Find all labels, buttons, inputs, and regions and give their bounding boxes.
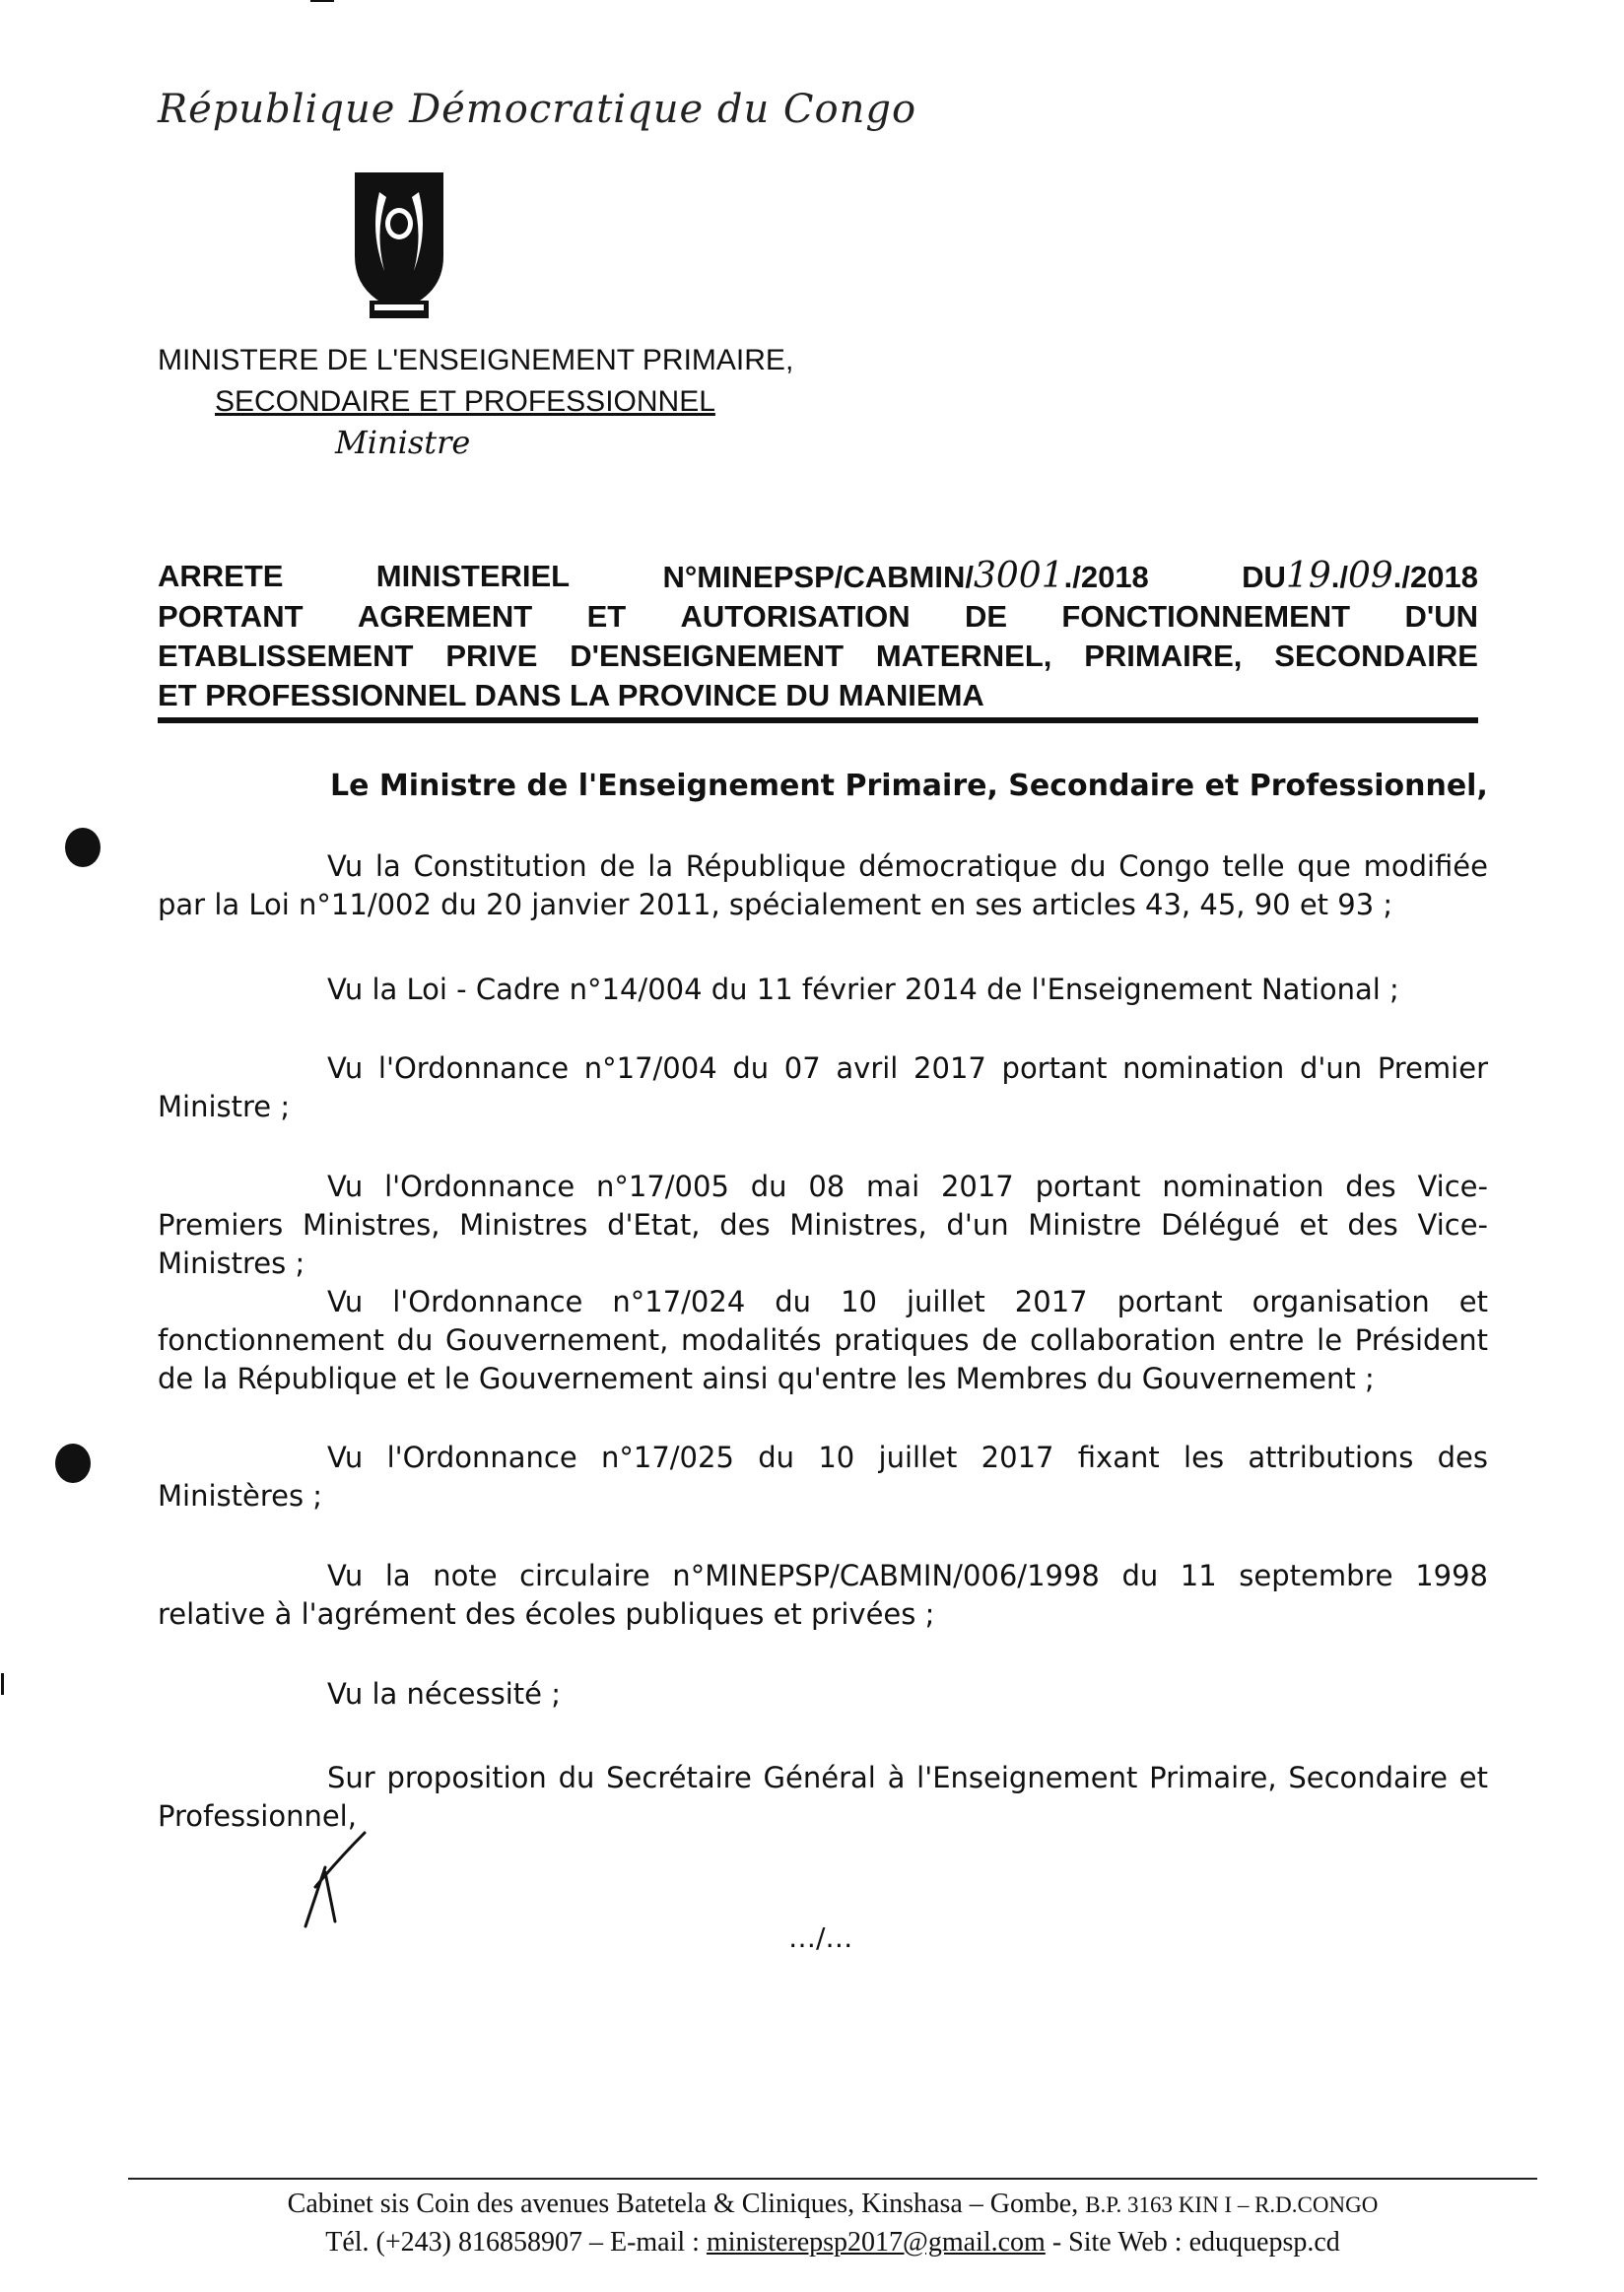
title-line-4: ET PROFESSIONNEL DANS LA PROVINCE DU MANIEMA bbox=[158, 678, 984, 712]
title-word: ET bbox=[586, 599, 627, 634]
title-word: PRIVE bbox=[445, 639, 538, 673]
decree-number: N°MINEPSP/CABMIN/3001./2018 bbox=[662, 556, 1149, 596]
considerant-paragraph: Vu l'Ordonnance n°17/005 du 08 mai 2017 portant nomination des Vice-Premiers Ministres, Ministres d'Etat, des Ministres, d'un Ministre Délégué et des Vice-Ministres ; bbox=[158, 1170, 1488, 1280]
page-continuation: …/… bbox=[788, 1921, 853, 1954]
title-word: AGREMENT bbox=[357, 599, 533, 634]
punch-hole-mark bbox=[65, 828, 101, 867]
minister-heading: Le Ministre de l'Enseignement Primaire, Secondaire et Professionnel, bbox=[330, 769, 1488, 803]
title-line-3 bbox=[158, 637, 1478, 676]
considerant-paragraph: Vu la Loi - Cadre n°14/004 du 11 février 2014 de l'Enseignement National ; bbox=[327, 973, 1399, 1006]
title-word: D'ENSEIGNEMENT bbox=[570, 639, 845, 673]
considerant-paragraph: Sur proposition du Secrétaire Général à l'Enseignement Primaire, Secondaire et Professionnel, bbox=[158, 1761, 1488, 1833]
title-word: D'UN bbox=[1404, 599, 1478, 634]
footer-address: Cabinet sis Coin des avenues Batetela & Cliniques, Kinshasa – Gombe, B.P. 3163 KIN I – R.D.CONGO bbox=[287, 2189, 1379, 2219]
punch-hole-mark bbox=[55, 1444, 91, 1483]
scan-edge-mark bbox=[1, 1673, 4, 1695]
title-word: FONCTIONNEMENT bbox=[1061, 599, 1351, 634]
title-word: AUTORISATION bbox=[680, 599, 911, 634]
ministre-script-label: Ministre bbox=[335, 424, 471, 461]
title-word: DE bbox=[964, 599, 1008, 634]
ministry-line-2: SECONDAIRE ET PROFESSIONNEL bbox=[215, 385, 715, 418]
footer-rule bbox=[128, 2178, 1537, 2180]
considerant-paragraph: Vu l'Ordonnance n°17/004 du 07 avril 2017 portant nomination d'un Premier Ministre ; bbox=[158, 1051, 1488, 1123]
title-word: PORTANT bbox=[158, 599, 304, 634]
title-word: MATERNEL, bbox=[875, 639, 1052, 673]
decree-date: DU19./09./2018 bbox=[1242, 556, 1478, 596]
title-word: ETABLISSEMENT bbox=[158, 639, 414, 673]
email-link[interactable]: ministerepsp2017@gmail.com bbox=[706, 2227, 1046, 2258]
country-name-script: République Démocratique du Congo bbox=[158, 87, 917, 132]
title-line-2 bbox=[158, 597, 1478, 637]
considerant-paragraph: Vu la note circulaire n°MINEPSP/CABMIN/006/1998 du 11 septembre 1998 relative à l'agrément des écoles publiques et privées ; bbox=[158, 1559, 1488, 1631]
title-word: PRIMAIRE, bbox=[1084, 639, 1243, 673]
considerant-paragraph: Vu la nécessité ; bbox=[327, 1677, 561, 1711]
considerant-paragraph: Vu l'Ordonnance n°17/024 du 10 juillet 2017 portant organisation et fonctionnement du Gouvernement, modalités pratiques de collaboration entre le Président de la République et le Gouvernement ainsi qu'entre les Membres du Gouvernement ; bbox=[158, 1285, 1488, 1395]
ministry-name bbox=[158, 340, 793, 423]
title-word: ARRETE bbox=[158, 559, 284, 593]
handwritten-initial-mark bbox=[296, 1828, 384, 1936]
title-word: MINISTERIEL bbox=[375, 559, 571, 593]
title-line-1 bbox=[158, 557, 1478, 597]
handwritten-day: 19 bbox=[1285, 556, 1331, 596]
scan-edge-mark bbox=[310, 0, 334, 2]
considerant-paragraph: Vu la Constitution de la République démocratique du Congo telle que modifiée par la Loi n°11/002 du 20 janvier 2011, spécialement en ses articles 43, 45, 90 et 93 ; bbox=[158, 849, 1488, 921]
considerant-paragraph: Vu l'Ordonnance n°17/025 du 10 juillet 2017 fixant les attributions des Ministères ; bbox=[158, 1441, 1488, 1513]
coat-of-arms-emblem bbox=[325, 163, 473, 325]
handwritten-number: 3001 bbox=[973, 556, 1064, 596]
handwritten-month: 09 bbox=[1347, 556, 1393, 596]
footer bbox=[128, 2186, 1537, 2261]
ministry-line-1: MINISTERE DE L'ENSEIGNEMENT PRIMAIRE, bbox=[158, 344, 794, 376]
footer-contact: Tél. (+243) 816858907 – E-mail : ministerepsp2017@gmail.com - Site Web : eduquepsp.cd bbox=[325, 2227, 1340, 2258]
decree-title bbox=[158, 557, 1478, 715]
title-underline-rule bbox=[158, 717, 1478, 723]
title-word: SECONDAIRE bbox=[1274, 639, 1478, 673]
